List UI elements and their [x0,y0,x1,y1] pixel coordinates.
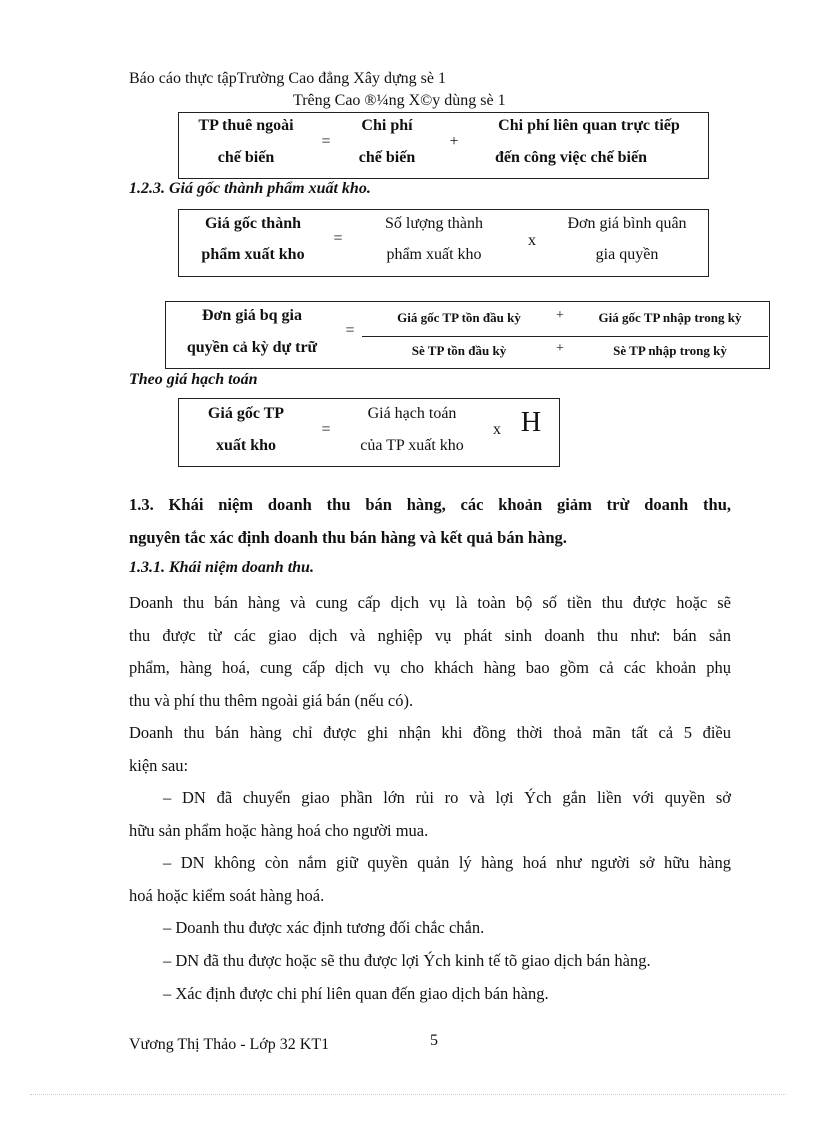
para1-line2: thu được từ các giao dịch và nghiệp vụ phát sinh doanh thu như: bán sản [129,625,731,645]
formula-left-line2: quyền cả kỳ dự trữ [186,339,318,356]
paragraph-dieu-kien [129,717,731,782]
section-1-3-line2: nguyên tắc xác định doanh thu bán hàng và kết quả bán hàng. [129,527,567,547]
equals-sign: = [321,421,331,438]
formula-right-line2: đến công việc chế biến [495,149,647,166]
plus-sign: + [449,133,459,150]
condition-2 [129,847,731,912]
denominator-plus: + [556,341,564,356]
formula-box-gia-hach-toan [178,398,560,467]
times-sign: x [493,421,501,438]
para2-line1: Doanh thu bán hàng chỉ được ghi nhận khi đồng thời thoả mãn tất cả 5 điều [129,723,731,742]
condition-1 [129,782,731,847]
formula-left-line2: xuất kho [215,437,277,454]
para1-line1: Doanh thu bán hàng và cung cấp dịch vụ là toàn bộ số tiền thu được hoặc sẽ [129,593,731,612]
para2-line2: kiện sau: [129,755,189,775]
formula-mid-line1: Chi phí [361,117,413,134]
formula-box-don-gia-bq [165,301,770,369]
times-sign: x [528,232,536,249]
fraction-bar [362,336,768,337]
formula-mid-line1: Số lượng thành [384,215,484,232]
equals-sign: = [345,322,355,339]
formula-mid-line2: của TP xuất kho [360,437,464,454]
para1-line4: thu và phí thu thêm ngoài giá bán (nếu có). [129,690,414,710]
formula-left-line1: TP thuê ngoài [198,117,294,134]
formula-right-line1: Chi phí liên quan trực tiếp [498,117,680,134]
numerator-plus: + [556,308,564,323]
condition-4: – DN đã thu được hoặc sẽ thu được lợi Ých kinh tế tõ giao dịch bán hàng. [163,951,651,970]
heading-theo-gia-hach-toan: Theo giá hạch toán [129,371,258,388]
denominator-b: Sè TP nhập trong kỳ [613,343,727,358]
heading-1-2-3: 1.2.3. Giá gốc thành phẩm xuất kho. [129,180,371,197]
condition-5: – Xác định được chi phí liên quan đến giao dịch bán hàng. [163,984,549,1003]
condition-1-line2: hữu sản phẩm hoặc hàng hoá cho người mua. [129,820,429,840]
condition-2-line2: hoá hoặc kiểm soát hàng hoá. [129,885,325,905]
numerator-b: Giá gốc TP nhập trong kỳ [598,310,742,325]
formula-left-line1: Đơn giá bq gia [202,307,302,324]
formula-left-line2: phẩm xuất kho [201,246,305,263]
formula-mid-line2: chế biến [358,149,416,166]
section-1-3-line1: 1.3. Khái niệm doanh thu bán hàng, các khoản giảm trừ doanh thu, [129,495,731,514]
formula-right-line1: Đơn giá bình quân [567,215,687,232]
formula-left-line1: Giá gốc TP [207,405,285,422]
page-bottom-rule [30,1094,786,1095]
formula-mid-line2: phẩm xuất kho [386,246,482,263]
numerator-a: Giá gốc TP tồn đầu kỳ [397,310,521,325]
condition-2-line1: – DN không còn nắm giữ quyền quản lý hàng hoá như người sở hữu hàng [163,853,731,872]
condition-3: – Doanh thu được xác định tương đối chắc chắn. [163,918,485,937]
formula-box-tp-thue-ngoai [178,112,709,179]
footer-author: Vương Thị Thảo - Lớp 32 KT1 [129,1036,330,1053]
running-header-garbled: Trêng Cao ®¼ng X©y dùng sè 1 [293,92,506,109]
formula-box-gia-goc [178,209,709,277]
running-header: Báo cáo thực tậpTrường Cao đẳng Xây dựng sè 1 [129,70,446,87]
condition-1-line1: – DN đã chuyển giao phần lớn rủi ro và lợi Ých gắn liền với quyền sở [163,788,731,807]
equals-sign: = [321,133,331,150]
para1-line3: phẩm, hàng hoá, cung cấp dịch vụ cho khách hàng bao gồm cả các khoản phụ [129,658,731,677]
formula-right-line2: gia quyền [595,246,659,263]
heading-1-3-1: 1.3.1. Khái niệm doanh thu. [129,559,314,576]
denominator-a: Sè TP tồn đầu kỳ [411,343,507,358]
page-number: 5 [430,1032,438,1049]
formula-mid-line1: Giá hạch toán [367,405,457,422]
section-1-3-heading [129,489,731,554]
formula-left-line1: Giá gốc thành [204,215,301,232]
paragraph-doanh-thu-definition [129,587,731,717]
equals-sign: = [333,230,343,247]
formula-left-line2: chế biến [217,149,275,166]
symbol-h: H [520,407,542,438]
